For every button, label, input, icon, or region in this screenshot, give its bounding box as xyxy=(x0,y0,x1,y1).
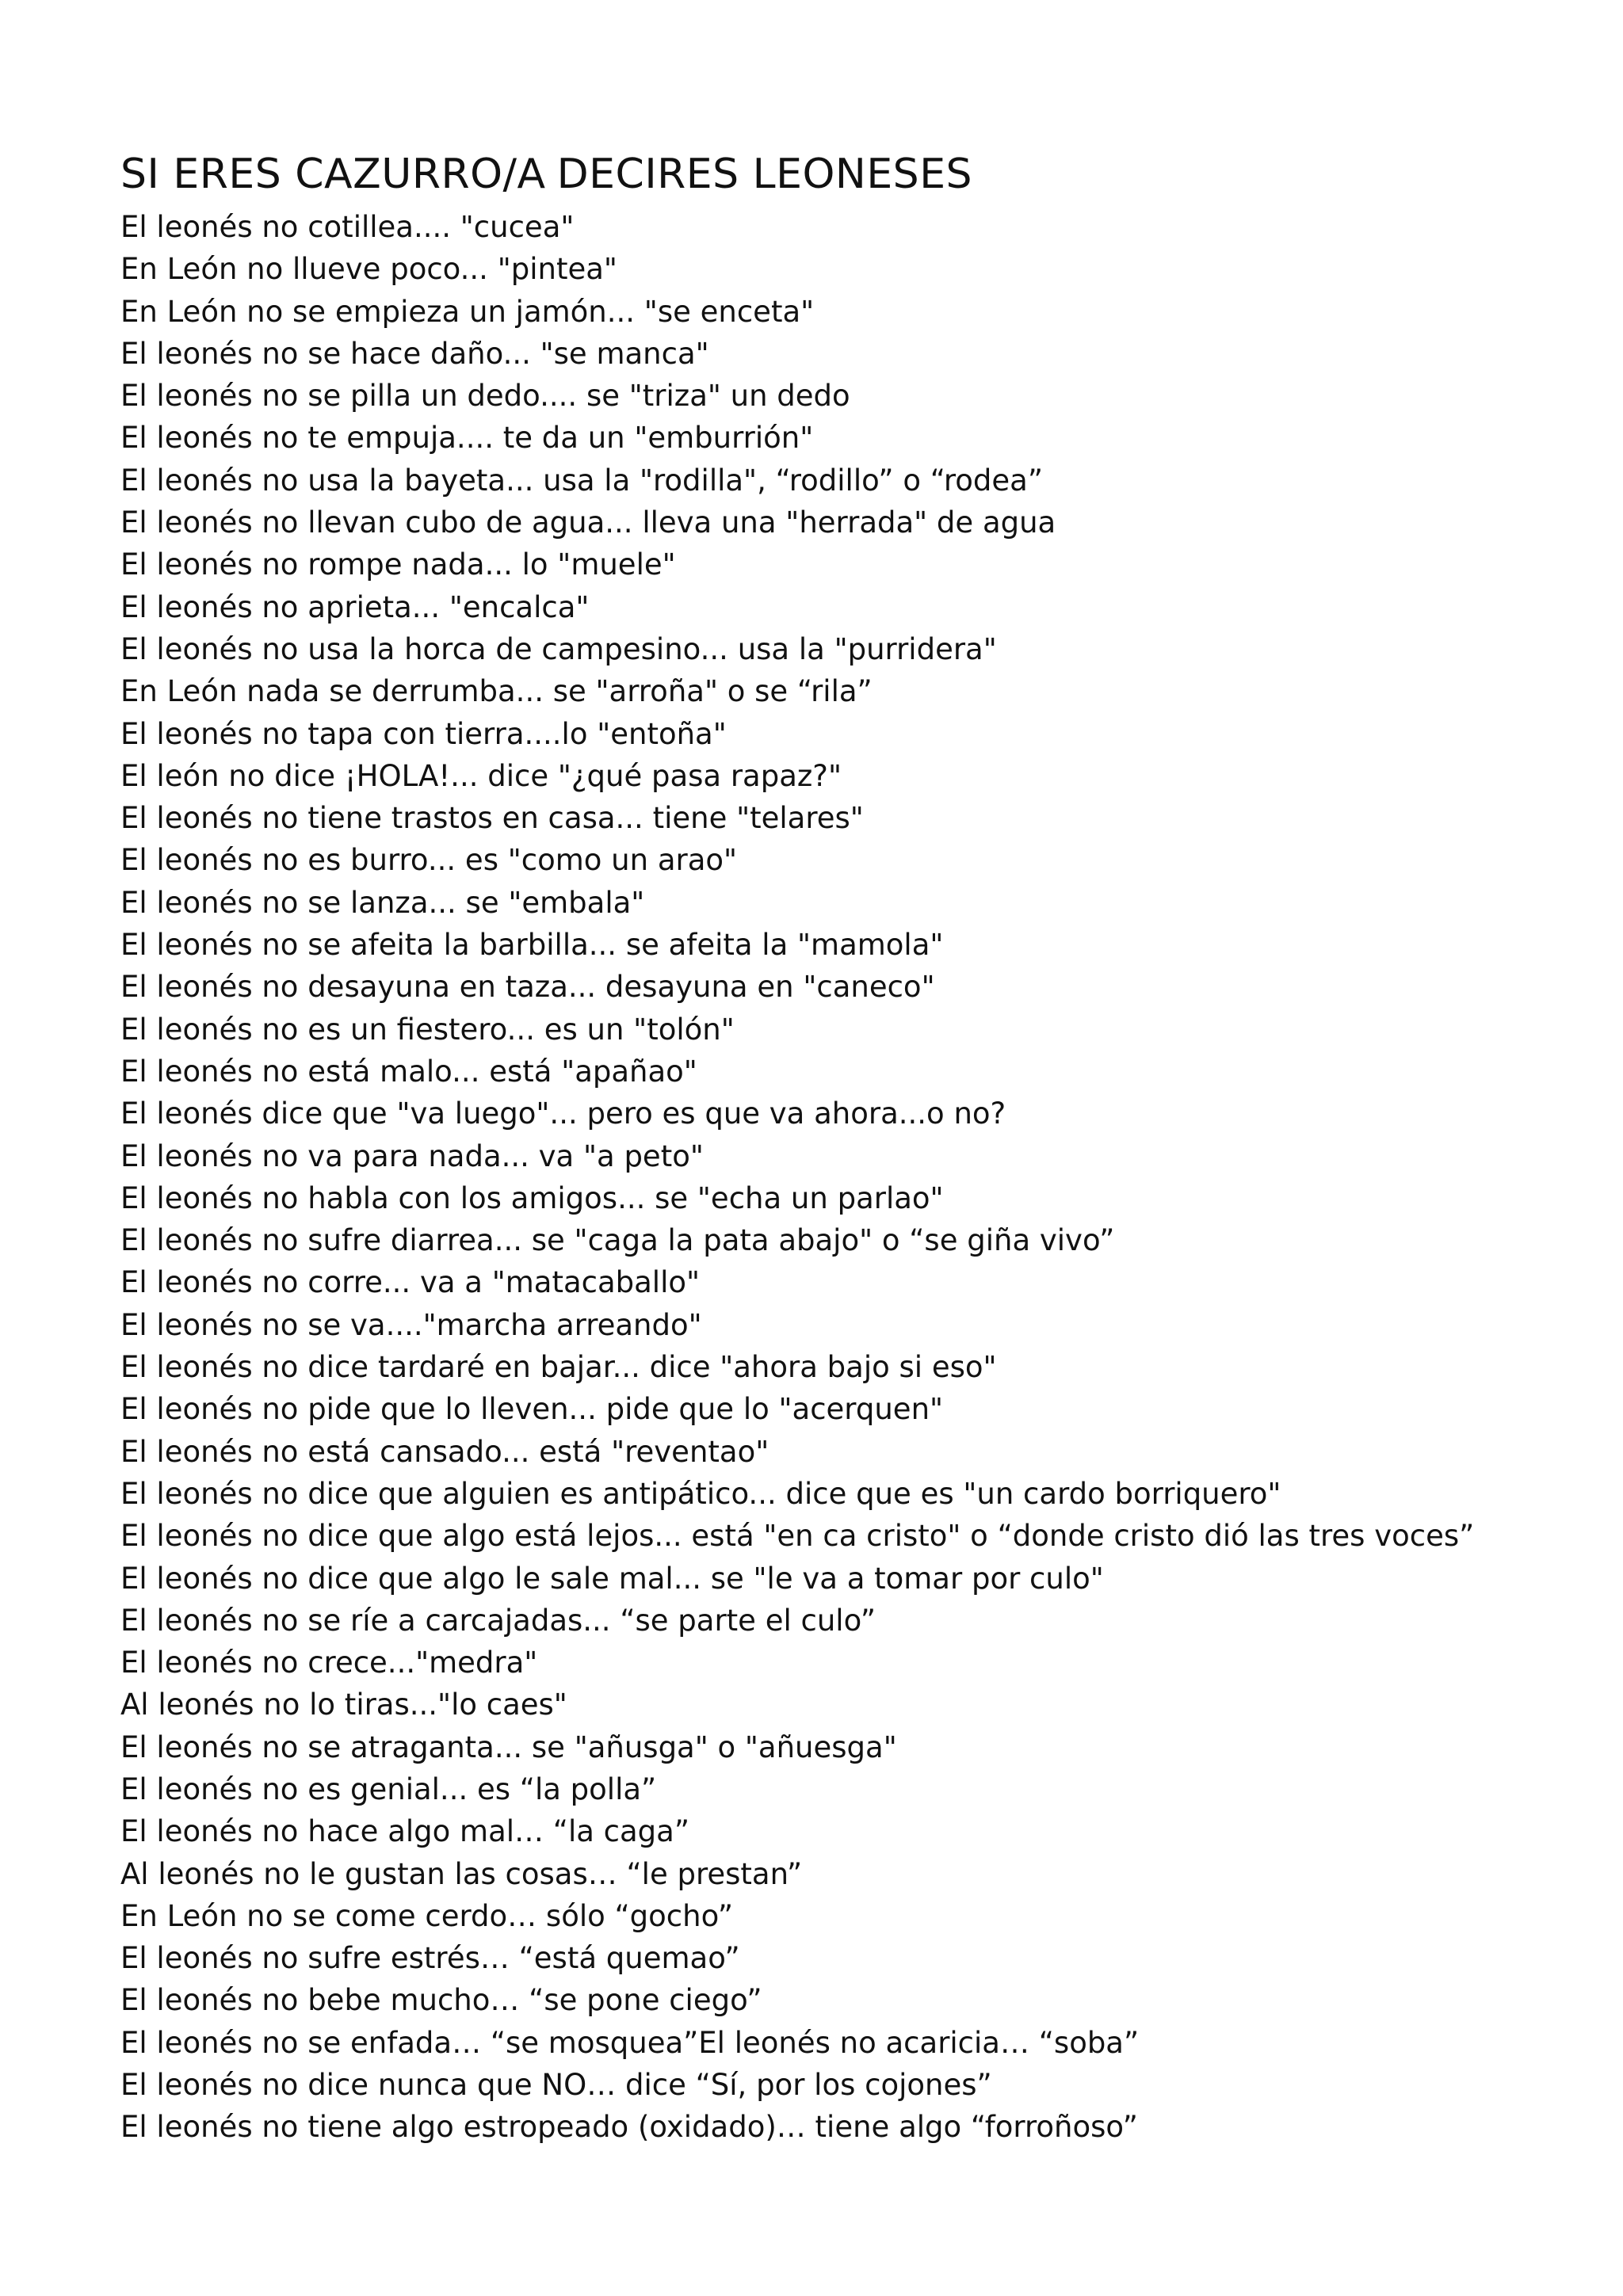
saying-line: El leonés no es genial... es “la polla” xyxy=(120,1772,657,1806)
saying-line: El leonés no dice que algo le sale mal... se "le va a tomar por culo" xyxy=(120,1561,1104,1596)
saying-line: El leonés no tapa con tierra....lo "entoña" xyxy=(120,716,727,751)
saying-line: En León no se empieza un jamón... "se enceta" xyxy=(120,294,815,329)
saying-line: El leonés no hace algo mal… “la caga” xyxy=(120,1814,690,1849)
saying-line: El leonés no aprieta... "encalca" xyxy=(120,589,590,624)
saying-line: El leonés no habla con los amigos... se "echa un parlao" xyxy=(120,1180,944,1215)
saying-line: El leonés no dice que algo está lejos... está "en ca cristo" o “donde cristo dió las tres voces” xyxy=(120,1519,1475,1554)
saying-line: El leonés no se ríe a carcajadas... “se parte el culo” xyxy=(120,1603,876,1638)
saying-line: El leonés no va para nada... va "a peto" xyxy=(120,1138,704,1173)
saying-line: El leonés no dice nunca que NO… dice “Sí, por los cojones” xyxy=(120,2068,992,2103)
saying-line: El leonés no pide que lo lleven... pide que lo "acerquen" xyxy=(120,1392,944,1427)
saying-line: El leonés no desayuna en taza... desayuna en "caneco" xyxy=(120,970,935,1005)
title-part-2: DECIRES LEONESES xyxy=(556,151,973,198)
saying-line: El leonés no es un fiestero... es un "tolón" xyxy=(120,1012,735,1047)
saying-line: El leonés no usa la bayeta... usa la "rodilla", “rodillo” o “rodea” xyxy=(120,463,1044,498)
saying-line: El leonés no rompe nada... lo "muele" xyxy=(120,547,676,582)
saying-line: El leonés no llevan cubo de agua... lleva una "herrada" de agua xyxy=(120,505,1056,540)
saying-line: El leonés no se afeita la barbilla... se afeita la "mamola" xyxy=(120,928,944,963)
page-title xyxy=(120,146,972,203)
saying-line: El leonés no dice tardaré en bajar... dice "ahora bajo si eso" xyxy=(120,1350,997,1385)
saying-line: En León no se come cerdo… sólo “gocho” xyxy=(120,1898,734,1933)
saying-line: El leonés no se va...."marcha arreando" xyxy=(120,1307,702,1342)
saying-line: El leonés no es burro... es "como un arao" xyxy=(120,843,738,878)
saying-line: El leonés no cotillea.... "cucea" xyxy=(120,210,575,244)
saying-line: El leonés dice que "va luego"... pero es que va ahora...o no? xyxy=(120,1097,1006,1131)
saying-line: El leonés no te empuja.... te da un "emburrión" xyxy=(120,421,814,456)
saying-line: El leonés no tiene trastos en casa... tiene "telares" xyxy=(120,801,864,836)
saying-line: El leonés no se lanza... se "embala" xyxy=(120,885,645,920)
saying-line: El leonés no usa la horca de campesino... usa la "purridera" xyxy=(120,631,997,666)
saying-line: El leonés no bebe mucho… “se pone ciego” xyxy=(120,1983,762,2018)
saying-line: El leonés no corre... va a "matacaballo" xyxy=(120,1265,701,1300)
saying-line: Al leonés no lo tiras..."lo caes" xyxy=(120,1688,567,1722)
saying-line: El leonés no se atraganta... se "añusga" o "añuesga" xyxy=(120,1730,897,1764)
saying-line: El leonés no crece..."medra" xyxy=(120,1646,538,1680)
saying-line: Al leonés no le gustan las cosas… “le prestan” xyxy=(120,1856,803,1891)
saying-line: El leonés no se hace daño... "se manca" xyxy=(120,336,709,371)
saying-line: En León no llueve poco... "pintea" xyxy=(120,252,617,287)
saying-line: El león no dice ¡HOLA!... dice "¿qué pasa rapaz?" xyxy=(120,758,842,793)
saying-line: El leonés no está cansado... está "reventao" xyxy=(120,1434,769,1469)
saying-line: El leonés no dice que alguien es antipático... dice que es "un cardo borriquero" xyxy=(120,1476,1281,1511)
saying-line: El leonés no se pilla un dedo.... se "triza" un dedo xyxy=(120,379,850,414)
saying-line: En León nada se derrumba... se "arroña" o se “rila” xyxy=(120,674,873,709)
saying-line: El leonés no está malo... está "apañao" xyxy=(120,1054,697,1089)
saying-line: El leonés no tiene algo estropeado (oxidado)… tiene algo “forroñoso” xyxy=(120,2110,1138,2145)
saying-line: El leonés no sufre diarrea... se "caga la pata abajo" o “se giña vivo” xyxy=(120,1223,1115,1258)
title-part-1: SI ERES CAZURRO/A xyxy=(120,151,546,198)
sayings-list xyxy=(120,206,1474,2149)
saying-line: El leonés no sufre estrés… “está quemao” xyxy=(120,1941,740,1976)
saying-line: El leonés no se enfada… “se mosquea”El leonés no acaricia… “soba” xyxy=(120,2025,1140,2060)
